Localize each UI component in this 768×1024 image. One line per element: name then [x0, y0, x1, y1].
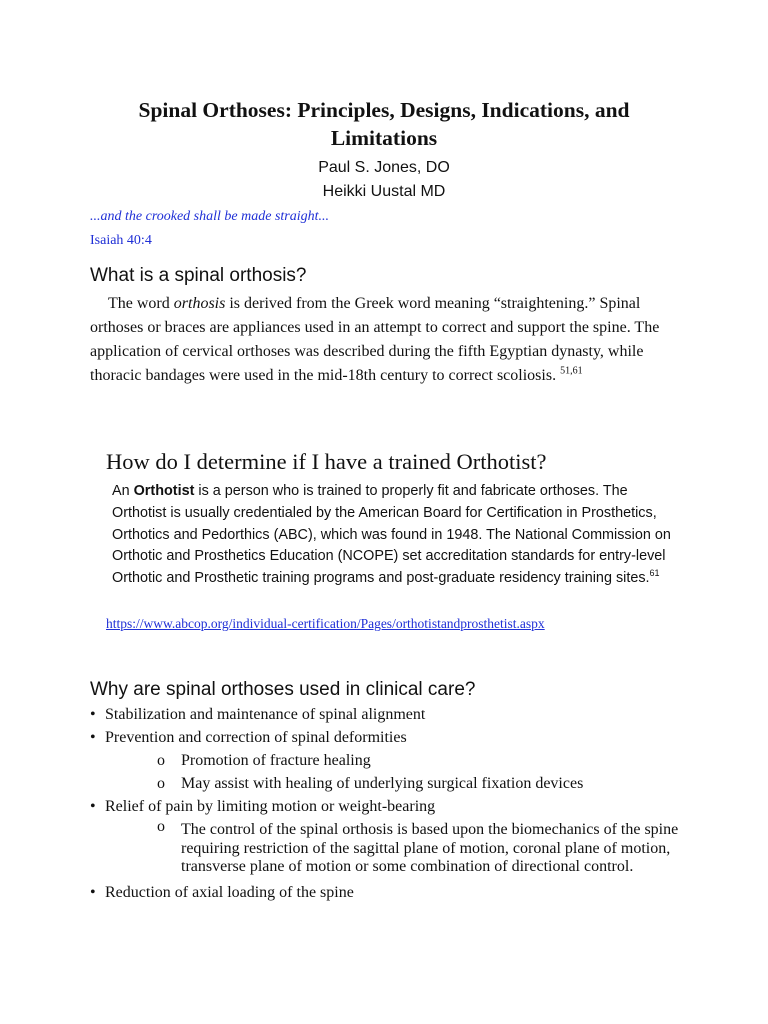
epigraph: ...and the crooked shall be made straight... [90, 209, 330, 224]
section-heading-what-is: What is a spinal orthosis? [90, 265, 307, 286]
author-2: Heikki Uustal MD [322, 183, 446, 200]
circle-bullet-icon: o [157, 818, 165, 835]
section-paragraph-orthotist [112, 481, 682, 590]
circle-bullet-icon: o [157, 752, 165, 769]
sub-list-item-text: May assist with healing of underlying surgical fixation devices [181, 775, 584, 792]
sub-list-item-text: The control of the spinal orthosis is based upon the biomechanics of the spine requiring restriction of the sagittal plane of motion, coronal plane of motion, transverse plane of motion or some combination of directional control. [181, 821, 679, 875]
list-item-text: Relief of pain by limiting motion or weight-bearing [105, 798, 436, 815]
list-item [90, 703, 690, 726]
bullet-icon: • [90, 883, 96, 901]
paragraph-text: is derived from the Greek word meaning “straightening.” Spinal orthoses or braces are appliances used in an attempt to correct and support the spine. The application of cervical orthoses was described during the fifth Egyptian dynasty, while thoracic bandages were used in the mid-18th century to correct scoliosis. [90, 295, 660, 384]
sub-list-item [105, 772, 690, 795]
sub-list-item [105, 749, 690, 772]
sub-list-item [105, 818, 690, 881]
sub-bullet-list [105, 749, 690, 795]
emphasis-orthosis: orthosis [173, 295, 226, 312]
paragraph-text: is a person who is trained to properly fit and fabricate orthoses. The Orthotist is usually credentialed by the American Board for Certification in Prosthetics, Orthotics and Pedorthics (ABC), which was found in 1948. The National Commission on Orthotic and Prosthetics Education (NCOPE) set accreditation standards for entry-level Orthotic and Prosthetic training programs and post-graduate residency training sites. [112, 483, 671, 587]
author-1: Paul S. Jones, DO [318, 159, 450, 176]
epigraph-source: Isaiah 40:4 [90, 233, 152, 248]
bold-orthotist: Orthotist [133, 483, 195, 499]
section-paragraph-what-is [90, 292, 690, 388]
bullet-list [90, 703, 690, 904]
list-item [90, 881, 690, 904]
circle-bullet-icon: o [157, 775, 165, 792]
list-item [90, 795, 690, 881]
abcop-link[interactable]: https://www.abcop.org/individual-certification/Pages/orthotistandprosthetist.aspx [106, 616, 545, 631]
bullet-icon: • [90, 798, 96, 815]
document-title: Spinal Orthoses: Principles, Designs, Indications, and Limitations [138, 98, 630, 150]
citation-ref: 61 [649, 568, 660, 579]
paragraph-text: An [112, 483, 134, 499]
sub-bullet-list [105, 818, 690, 881]
section-heading-orthotist: How do I determine if I have a trained Orthotist? [106, 449, 547, 474]
list-item-text: Prevention and correction of spinal deformities [105, 729, 407, 746]
list-item [90, 726, 690, 795]
citation-ref: 51,61 [560, 365, 583, 377]
bullet-icon: • [90, 706, 96, 723]
bullet-icon: • [90, 729, 96, 746]
paragraph-text: The word [108, 295, 174, 312]
list-item-text: Stabilization and maintenance of spinal alignment [105, 706, 426, 723]
list-item-text: Reduction of axial loading of the spine [105, 883, 354, 901]
section-heading-why-used: Why are spinal orthoses used in clinical care? [90, 679, 476, 700]
sub-list-item-text: Promotion of fracture healing [181, 752, 371, 769]
